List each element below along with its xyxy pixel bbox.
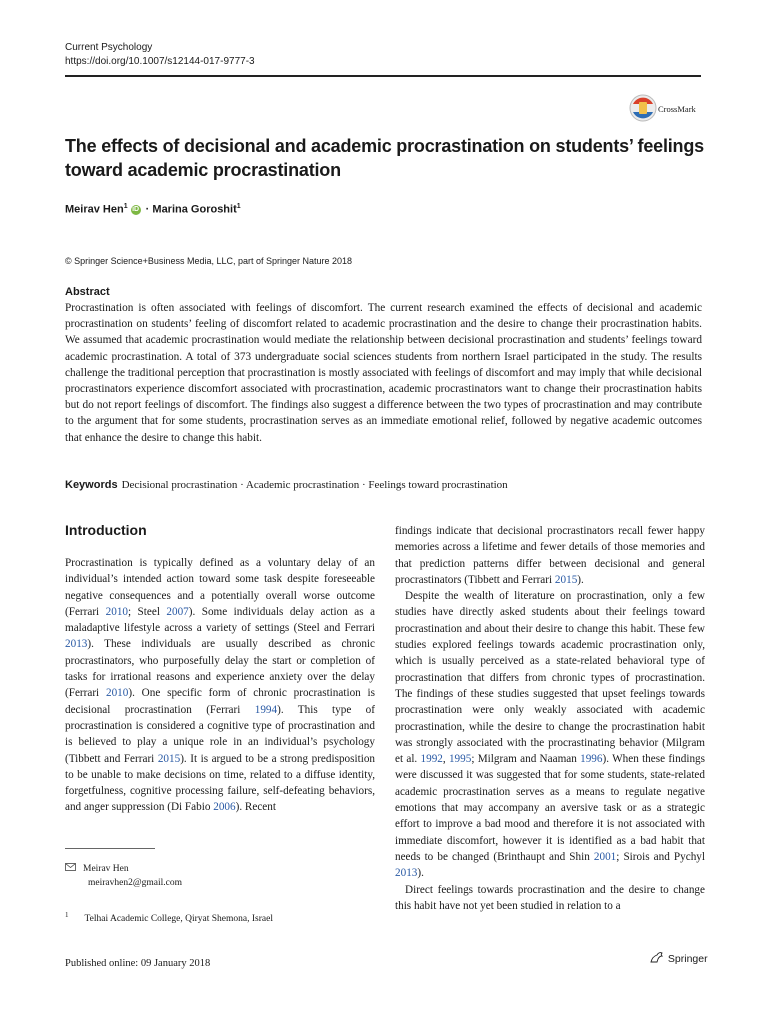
citation-link[interactable]: 2015 — [554, 573, 578, 586]
section-heading-introduction: Introduction — [65, 522, 147, 538]
article-title: The effects of decisional and academic procrastination on students’ feelings toward academic procrastination — [65, 136, 704, 180]
paragraph-text: ). — [417, 867, 424, 880]
body-column-right — [395, 523, 705, 914]
citation-link[interactable]: 2007 — [166, 605, 189, 618]
paragraph-text: ). It is argued to be a strong predisposition to be unable to make decisions on time, related to a diffuse identity, forgetfulness, cognitive processing failure, self-defeating behaviors, and anger suppression (Di Fabio — [65, 752, 376, 814]
paragraph-text: ). One specific form of chronic procrastination is decisional procrastination (Ferrari — [65, 687, 376, 716]
header-rule — [65, 75, 701, 77]
citation-link[interactable]: 2001 — [593, 850, 617, 863]
publisher-logo — [649, 951, 708, 965]
body-paragraph — [395, 882, 705, 915]
paragraph-text: ; Sirois and Pychyl — [616, 850, 705, 863]
contact-name: Meirav Hen — [83, 864, 129, 874]
citation-link[interactable]: 2010 — [105, 605, 128, 618]
author-affiliation-marker: 1 — [123, 203, 128, 210]
doi-link[interactable]: https://doi.org/10.1007/s12144-017-9777-3 — [65, 56, 255, 67]
paragraph-text: Direct feelings towards procrastination and the desire to change this habit have not yet been studied in relation to a — [395, 883, 705, 912]
citation-link[interactable]: 2006 — [213, 801, 236, 814]
paragraph-text: ). When these findings were discussed it was suggested that for some students, state-related academic procrastination serves as a means to regulate negative emotions that may accompany an aversive task or as a strategic effort to improve a bad mood and therefore it is not associated with immediate discomfort, however it is identified as a bad habit that needs to be changed (Brinthaupt and Shin — [395, 753, 705, 863]
publisher-name: Springer — [667, 953, 708, 965]
citation-link[interactable]: 1995 — [448, 753, 472, 766]
journal-name: Current Psychology — [65, 42, 153, 53]
journal-header — [65, 41, 255, 69]
citation-link[interactable]: 2013 — [65, 638, 88, 651]
crossmark-icon — [629, 93, 704, 123]
paragraph-text: ). Some individuals delay action as a maladaptive lifestyle across a variety of settings (Steel and Ferrari — [65, 605, 376, 635]
author-separator: · — [145, 203, 150, 216]
body-column-left — [65, 555, 375, 816]
paragraph-text: ). — [577, 573, 584, 586]
affiliation — [65, 911, 273, 924]
paragraph-text: findings indicate that decisional procrastinators recall fewer happy memories across a lifetime and fewer details of those memories and that prediction patterns differ between decisional and general procrastinators (Tibbett and Ferrari — [395, 525, 705, 586]
crossmark-label: CrossMark — [658, 104, 696, 114]
citation-link[interactable]: 2010 — [105, 687, 129, 700]
citation-link[interactable]: 1992 — [420, 753, 443, 766]
abstract-text: Procrastination is often associated with feelings of discomfort. The current research examined the effects of decisional and academic procrastination on students’ feeling of discomfort related to academic procrastination and the desire to change their procrastination habits. We assumed that academic procrastination would mediate the relationship between decisional procrastination and students’ feelings toward academic procrastination. A total of 373 undergraduate social sciences students from northern Israel participated in the study. The results challenge the traditional perception that procrastination is mostly associated with feelings of discomfort and may imply that while decisional procrastinators experience discomfort associated with procrastination, academic procrastinators want to change their procrastination habits but do not report feelings of discomfort. The findings also suggest a difference between the two types of procrastination and may contribute to the argument that for some students, procrastination serves as an immediate emotional relief, followed by negative academic outcomes that enhance the desire to change this habit. — [65, 302, 702, 444]
corresponding-author — [65, 862, 182, 890]
paragraph-text: Despite the wealth of literature on procrastination, only a few studies have directly asked students about their feelings toward procrastination and about their desire to change this habit. These few studies explored feelings towards academic procrastination only, which is usually perceived as a state-related behavioral type of procrastination that differs from chronic types of procrastination. The findings of these studies suggested that upset feelings towards procrastination were only weakly associated with academic procrastination, while the desire to change the procrastination habit was strongly associated with the procrastinating behavior (Milgram et al. — [395, 590, 705, 766]
orcid-icon[interactable]: iD — [132, 205, 140, 213]
author-name[interactable]: Marina Goroshit — [152, 203, 237, 216]
body-paragraph — [395, 523, 705, 588]
published-date: Published online: 09 January 2018 — [65, 958, 211, 969]
crossmark-badge[interactable] — [629, 93, 704, 123]
affiliation-text: Telhai Academic College, Qiryat Shemona, Israel — [84, 914, 273, 925]
abstract-heading: Abstract — [65, 286, 110, 298]
springer-horse-icon — [649, 951, 665, 963]
envelope-icon — [65, 862, 83, 876]
affiliation-number: 1 — [65, 911, 69, 919]
footnote-rule — [65, 848, 155, 849]
paragraph-text: ; Milgram and Naaman — [471, 753, 581, 766]
citation-link[interactable]: 1996 — [580, 753, 603, 766]
contact-email[interactable]: meiravhen2@gmail.com — [88, 878, 182, 888]
citation-link[interactable]: 1994 — [254, 703, 278, 716]
paragraph-text: ). This type of procrastination is considered a cognitive type of procrastination and is believed to play a unique role in an individual’s psychology (Tibbett and Ferrari — [65, 703, 376, 765]
keywords-text: Decisional procrastination · Academic procrastination · Feelings toward procrastination — [121, 479, 508, 491]
keywords-line — [65, 479, 705, 491]
copyright-notice: © Springer Science+Business Media, LLC, part of Springer Nature 2018 — [65, 256, 353, 266]
citation-link[interactable]: 2013 — [395, 867, 418, 880]
paragraph-text: ; Steel — [128, 605, 167, 618]
citation-link[interactable]: 2015 — [157, 752, 181, 765]
body-paragraph — [65, 555, 375, 816]
author-list — [65, 203, 241, 216]
paragraph-text: ). Recent — [235, 801, 276, 814]
paragraph-text: , — [442, 753, 449, 766]
keywords-label: Keywords — [65, 479, 118, 491]
paragraph-text: ). These individuals are usually described as chronic procrastinators, who purposefully delay the start or completion of tasks for irrational reasons and experience anxiety over the delay (Ferrari — [65, 638, 375, 700]
author-affiliation-marker: 1 — [236, 203, 241, 210]
paragraph-text: Procrastination is typically defined as a voluntary delay of an individual’s intended action toward some task despite foreseeable negative consequences and a potentially overall worse outcome (Ferrari — [65, 557, 375, 618]
body-paragraph — [395, 588, 705, 881]
author-name[interactable]: Meirav Hen — [65, 203, 124, 216]
